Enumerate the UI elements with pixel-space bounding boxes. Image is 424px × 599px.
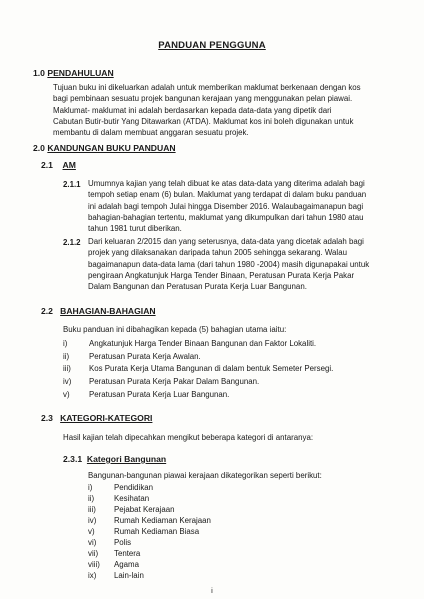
paragraph-number: 2.1.2 (63, 238, 81, 247)
section-number: 2.2 (41, 306, 53, 316)
section-title: PENDAHULUAN (47, 68, 114, 78)
list-item-marker: i) (63, 339, 68, 348)
list-item-marker: vii) (88, 549, 99, 558)
subsection-2-2-heading (41, 306, 156, 316)
text-line: membantu di dalam membuat anggaran sesuatu projek. (53, 128, 249, 138)
list-item: Lain-lain (114, 571, 144, 580)
list-item: Agama (114, 560, 140, 569)
section-1-heading (33, 68, 114, 78)
paragraph-number: 2.1.1 (63, 180, 81, 189)
text-line: projek yang dilaksanakan daripada tahun 2005 sehingga sekarang. Walau (88, 248, 347, 258)
subsection-2-3-1-heading (63, 454, 166, 464)
list-item-marker: iii) (88, 505, 96, 514)
text-line: tahun 1981 turut diberikan. (88, 224, 182, 234)
section-number: 2.3.1 (63, 454, 83, 464)
list-item-marker: iii) (63, 364, 71, 373)
list-item-marker: v) (63, 390, 70, 399)
section-2-heading (33, 143, 176, 153)
paragraph-2-1-1 (88, 178, 366, 234)
section-number: 1.0 (33, 68, 45, 78)
section-intro: Hasil kajian telah dipecahkan mengikut beberapa kategori di antaranya: (63, 433, 314, 442)
list-intro: Buku panduan ini dibahagikan kepada (5) bahagian utama iaitu: (63, 325, 287, 334)
text-line: tempoh setiap enam (6) bulan. Maklumat yang terdapat di dalam buku panduan (88, 190, 367, 200)
list-item-marker: vi) (88, 538, 97, 547)
section-title: Kategori Bangunan (86, 454, 167, 464)
list-item-marker: iv) (88, 516, 97, 525)
list-item: Peratusan Purata Kerja Pakar Dalam Bangunan. (89, 377, 260, 386)
list-item: Tentera (114, 549, 141, 558)
list-intro: Bangunan-bangunan piawai kerajaan dikategorikan seperti berikut: (88, 471, 322, 480)
list-item: Polis (114, 538, 132, 547)
text-line: bagaimanapun data-data lama (dari tahun 1980 -2004) masih digunapakai untuk (88, 259, 370, 269)
text-line: bahagian-bahagian tertentu, maklumat yang dikumpulkan dari tahun 1980 atau (88, 212, 364, 222)
list-item: Kos Purata Kerja Utama Bangunan di dalam bentuk Semeter Persegi. (89, 364, 334, 373)
section-number: 2.3 (41, 413, 53, 423)
text-line: ini adalah bagi tempoh Julai hingga Disember 2016. Walaubagaimanapun bagi (88, 201, 364, 211)
list-item: Angkatunjuk Harga Tender Binaan Bangunan dan Faktor Lokaliti. (89, 339, 317, 348)
list-item: Peratusan Purata Kerja Awalan. (89, 352, 201, 361)
section-title: BAHAGIAN-BAHAGIAN (60, 306, 156, 316)
document-title: PANDUAN PENGGUNA (158, 40, 266, 51)
list-item: Peratusan Purata Kerja Luar Bangunan. (89, 390, 230, 399)
text-line: bagi pembinaan sesuatu projek bangunan kerajaan yang menggunakan pelan piawai. (53, 94, 353, 104)
text-line: Maklumat- maklumat ini adalah berdasarkan kepada data-data yang dipetik dari (53, 105, 332, 115)
list-item: Rumah Kediaman Kerajaan (114, 516, 211, 525)
list-item: Pendidikan (114, 483, 154, 492)
text-line: Umumnya kajian yang telah dibuat ke atas data-data yang diterima adalah bagi (88, 179, 365, 188)
section-1-paragraph (53, 82, 361, 138)
text-line: Dalam Bangunan dan Peratusan Purata Kerja Luar Bangunan. (88, 282, 307, 292)
list-item-marker: ii) (63, 352, 70, 361)
list-item-marker: iv) (63, 377, 72, 386)
list-item: Kesihatan (114, 494, 150, 503)
list-item: Pejabat Kerajaan (114, 505, 175, 514)
text-line: Cabutan Butir-butir Yang Ditawarkan (ATDA). Maklumat kos ini boleh digunakan untuk (53, 116, 354, 126)
list-item: Rumah Kediaman Biasa (114, 527, 200, 536)
list-item-marker: viii) (88, 560, 100, 569)
list-item-marker: ix) (88, 571, 97, 580)
section-number: 2.0 (33, 143, 45, 153)
text-line: Tujuan buku ini dikeluarkan adalah untuk memberikan maklumat berkenaan dengan kos (53, 83, 361, 92)
section-title: KANDUNGAN BUKU PANDUAN (47, 143, 176, 153)
text-line: pengiraan Angkatunjuk Harga Tender Binaan, Peratusan Purata Kerja Pakar (88, 270, 355, 280)
section-title: KATEGORI-KATEGORI (60, 413, 153, 423)
list-item-marker: v) (88, 527, 95, 536)
section-title: AM (62, 160, 76, 170)
subsection-2-3-heading (41, 413, 152, 423)
section-number: 2.1 (41, 160, 53, 170)
list-item-marker: i) (88, 483, 93, 492)
list-item-marker: ii) (88, 494, 95, 503)
text-line: Dari keluaran 2/2015 dan yang seterusnya, data-data yang dicetak adalah bagi (88, 237, 364, 246)
paragraph-2-1-2 (88, 236, 369, 292)
page-number: i (211, 586, 213, 595)
subsection-2-1-heading (41, 160, 76, 170)
